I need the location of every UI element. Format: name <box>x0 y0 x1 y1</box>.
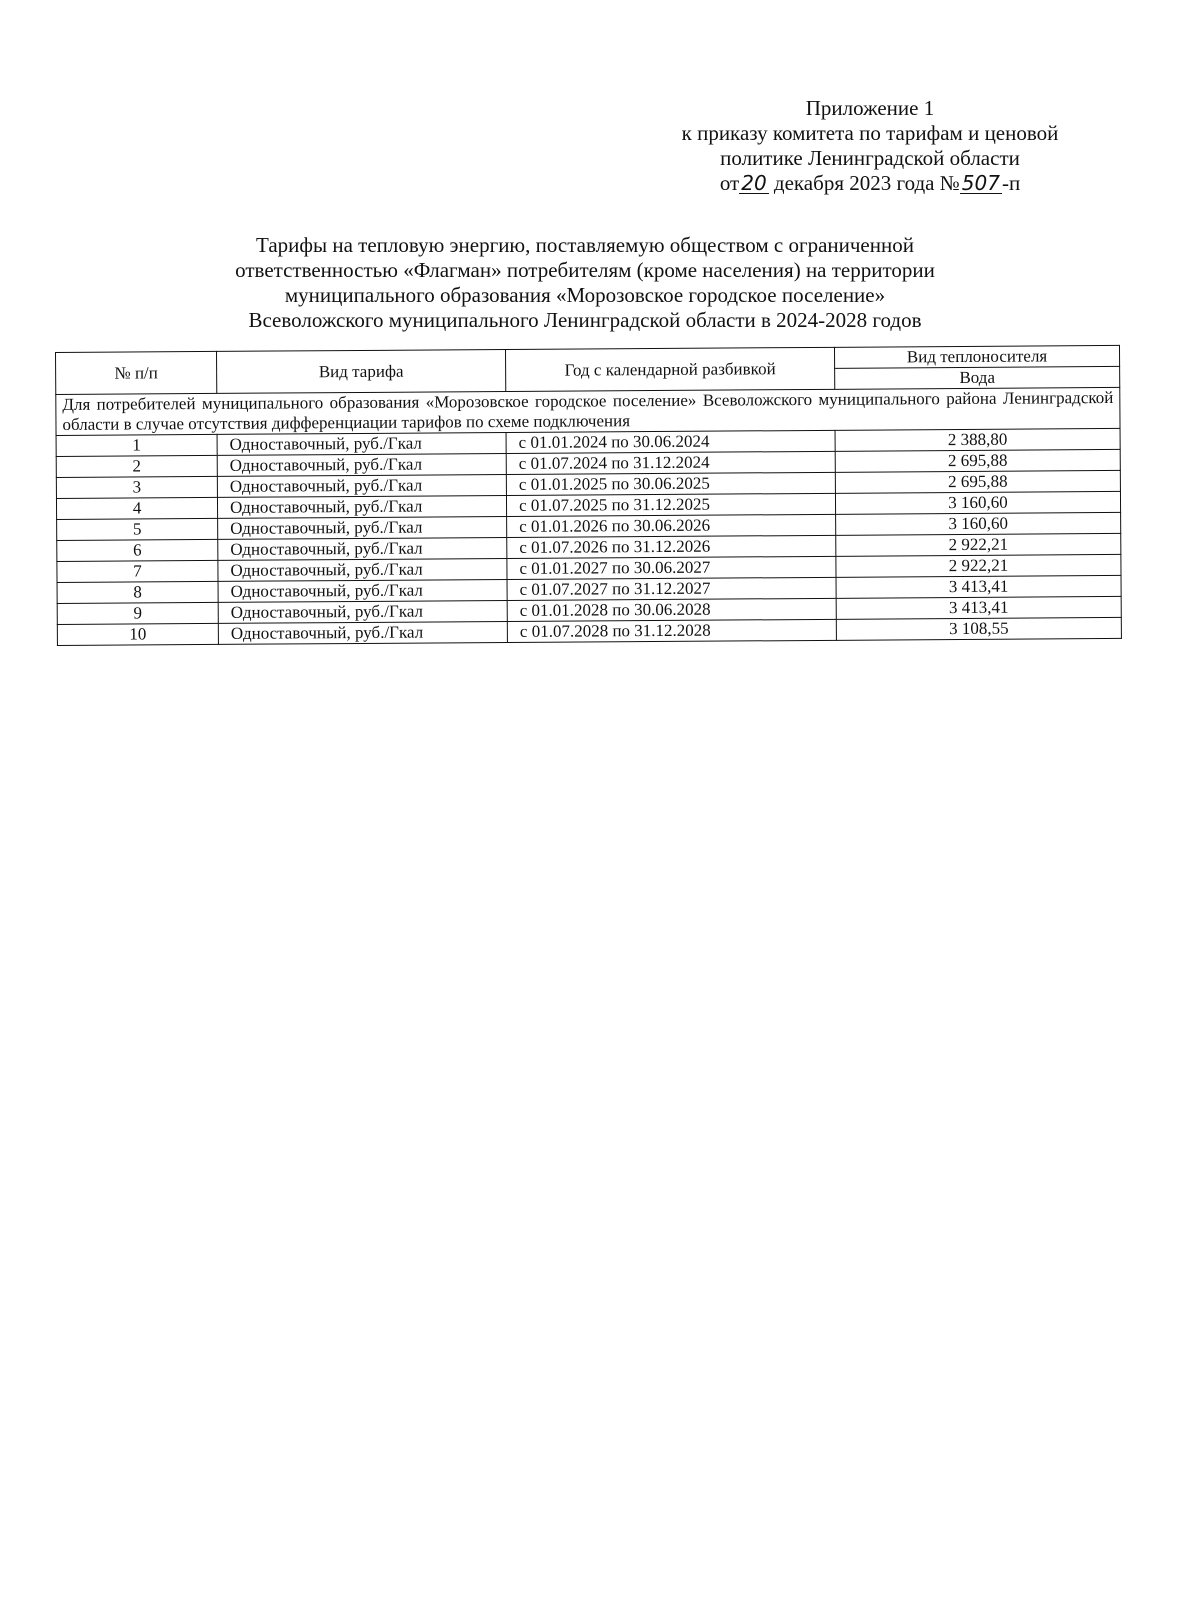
row-number: 9 <box>57 602 218 624</box>
appendix-title: Приложение 1 <box>805 96 935 120</box>
row-period: с 01.01.2027 по 30.06.2027 <box>507 556 836 579</box>
row-period: с 01.01.2028 по 30.06.2028 <box>507 598 836 621</box>
row-number: 5 <box>57 518 218 540</box>
row-period: с 01.07.2027 по 31.12.2027 <box>507 577 836 600</box>
row-tariff-type: Одноставочный, руб./Гкал <box>218 559 507 582</box>
handwritten-day: 20 <box>741 171 767 195</box>
section-row <box>56 387 1120 435</box>
row-water-tariff: 3 160,60 <box>836 512 1121 535</box>
title-line-3: муниципального образования «Морозовское городское поселение» <box>284 283 886 307</box>
row-period: с 01.01.2026 по 30.06.2026 <box>507 514 836 537</box>
row-number: 6 <box>57 539 218 561</box>
appendix-committee: политике Ленинградской области <box>720 146 1020 170</box>
header-period: Год с календарной разбивкой <box>505 347 834 391</box>
row-tariff-type: Одноставочный, руб./Гкал <box>218 601 507 624</box>
section-description: Для потребителей муниципального образования «Морозовское городское поселение» Всеволожского муниципального района Ленинградской области в случае отсутствия дифференциации тарифов по схеме подключения <box>56 387 1120 435</box>
row-tariff-type: Одноставочный, руб./Гкал <box>217 454 506 477</box>
tariff-table <box>55 345 1122 646</box>
header-num: № п/п <box>56 351 217 394</box>
row-number: 7 <box>57 560 218 582</box>
date-middle: декабря 2023 года № <box>773 171 960 195</box>
handwritten-order-number: 507 <box>961 171 1000 195</box>
row-water-tariff: 2 695,88 <box>835 470 1120 493</box>
row-water-tariff: 3 413,41 <box>836 575 1121 598</box>
row-period: с 01.01.2025 по 30.06.2025 <box>506 472 835 495</box>
row-water-tariff: 2 922,21 <box>836 533 1121 556</box>
row-water-tariff: 3 413,41 <box>836 596 1121 619</box>
header-heat-carrier: Вид теплоносителя <box>834 345 1119 368</box>
row-tariff-type: Одноставочный, руб./Гкал <box>217 475 506 498</box>
header-water: Вода <box>835 366 1120 389</box>
row-water-tariff: 3 108,55 <box>836 617 1121 640</box>
row-tariff-type: Одноставочный, руб./Гкал <box>218 538 507 561</box>
appendix-date-line <box>640 171 1100 196</box>
row-water-tariff: 2 388,80 <box>835 428 1120 451</box>
row-period: с 01.07.2024 по 31.12.2024 <box>506 451 835 474</box>
row-period: с 01.07.2028 по 31.12.2028 <box>507 619 836 642</box>
title-line-1: Тарифы на тепловую энергию, поставляемую обществом с ограниченной <box>256 233 914 257</box>
row-period: с 01.07.2026 по 31.12.2026 <box>507 535 836 558</box>
row-period: с 01.01.2024 по 30.06.2024 <box>506 430 835 453</box>
row-period: с 01.07.2025 по 31.12.2025 <box>506 493 835 516</box>
row-number: 2 <box>56 455 217 477</box>
row-water-tariff: 2 695,88 <box>835 449 1120 472</box>
row-water-tariff: 2 922,21 <box>836 554 1121 577</box>
number-suffix: -п <box>1001 171 1021 195</box>
row-tariff-type: Одноставочный, руб./Гкал <box>218 622 507 645</box>
appendix-header <box>640 96 1100 196</box>
row-water-tariff: 3 160,60 <box>835 491 1120 514</box>
header-tariff-type: Вид тарифа <box>216 350 505 394</box>
row-number: 10 <box>57 623 218 645</box>
row-tariff-type: Одноставочный, руб./Гкал <box>217 496 506 519</box>
row-number: 4 <box>56 497 217 519</box>
row-tariff-type: Одноставочный, руб./Гкал <box>218 580 507 603</box>
row-tariff-type: Одноставочный, руб./Гкал <box>217 433 506 456</box>
document-title <box>150 233 1020 333</box>
row-number: 3 <box>56 476 217 498</box>
row-tariff-type: Одноставочный, руб./Гкал <box>218 517 507 540</box>
title-line-2: ответственностью «Флагман» потребителям (кроме населения) на территории <box>235 258 935 282</box>
date-prefix: от <box>719 171 740 195</box>
row-number: 8 <box>57 581 218 603</box>
title-line-4: Всеволожского муниципального Ленинградской области в 2024-2028 годов <box>248 308 922 332</box>
appendix-order-ref: к приказу комитета по тарифам и ценовой <box>681 121 1059 145</box>
row-number: 1 <box>56 434 217 456</box>
